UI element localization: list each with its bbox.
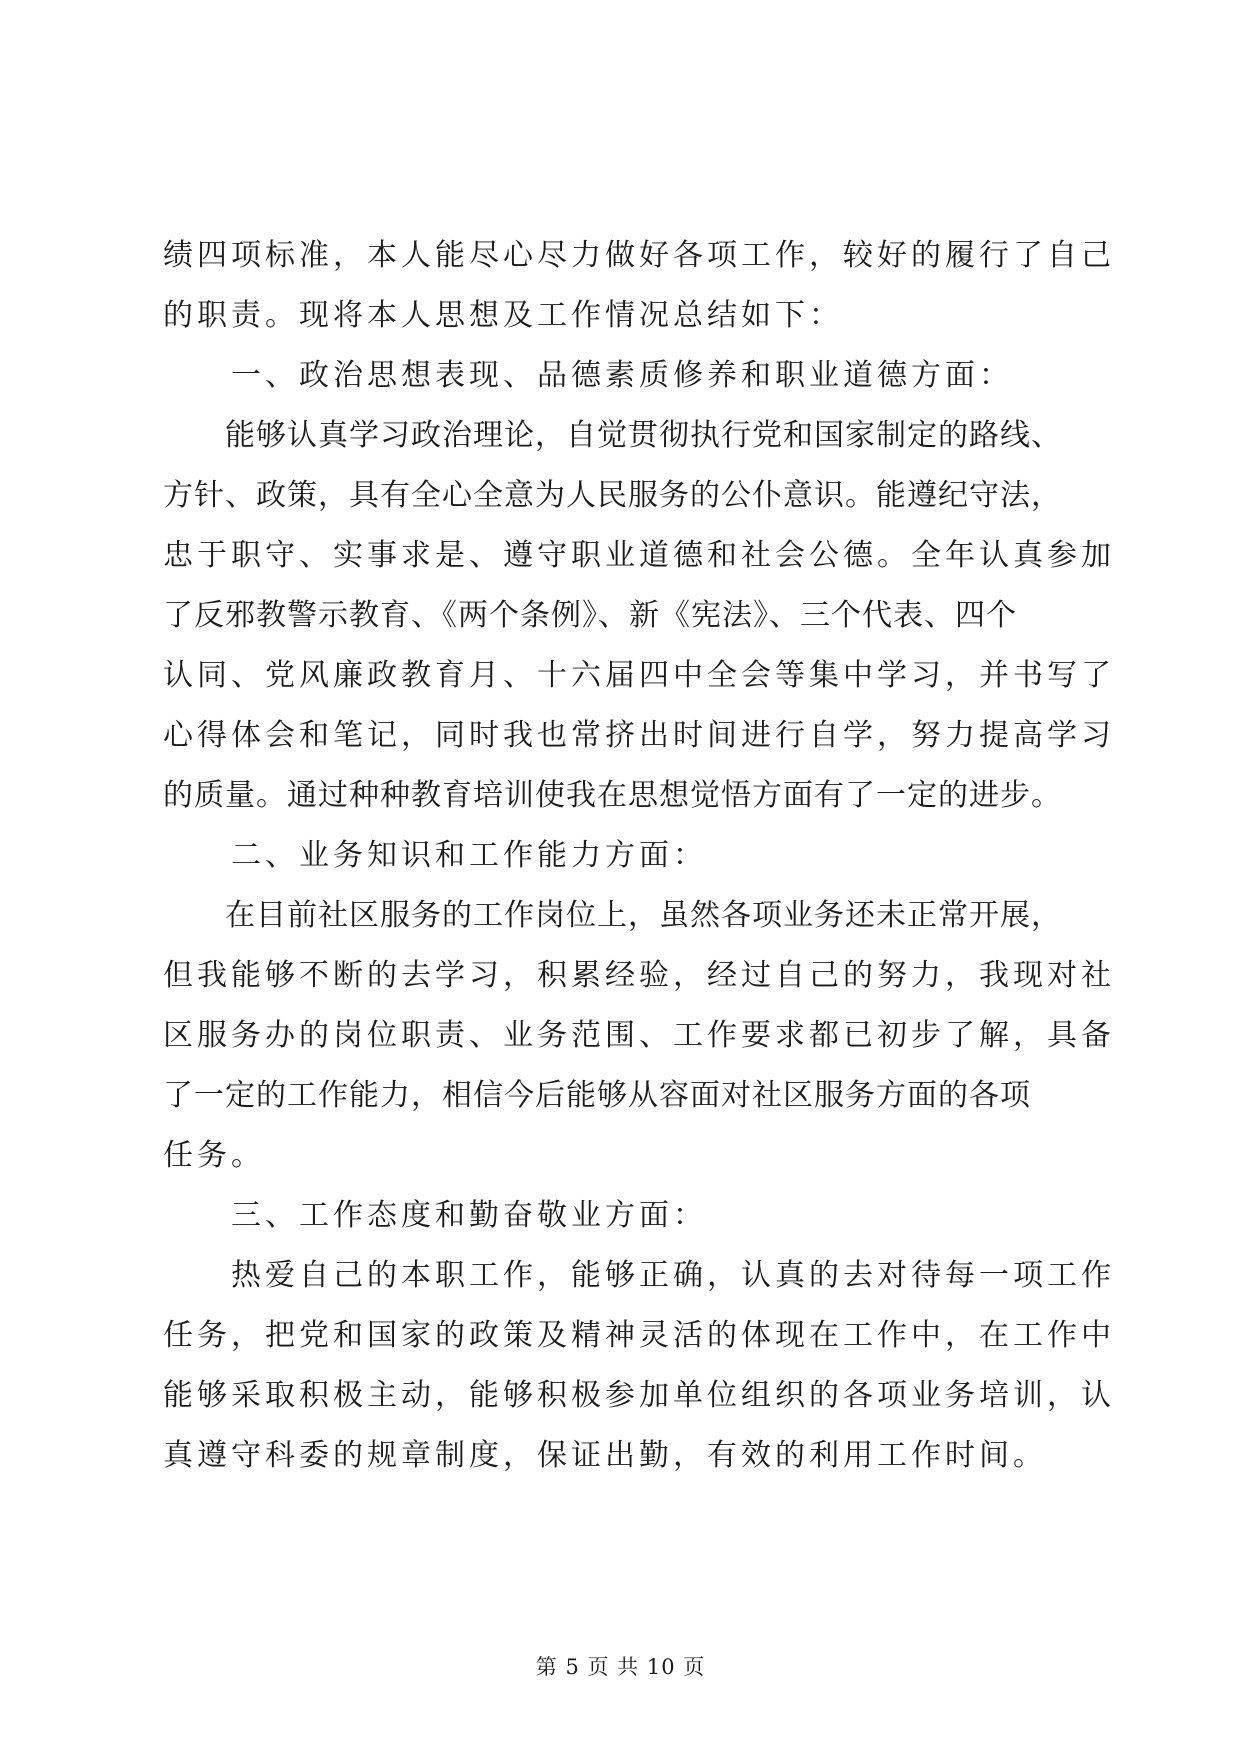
section-heading: 一、政治思想表现、品德素质修养和职业道德方面： bbox=[163, 358, 1013, 393]
text-line: 在目前社区服务的工作岗位上，虽然各项业务还未正常开展， bbox=[163, 898, 1062, 933]
text-line: 认同、党风廉政教育月、十六届四中全会等集中学习，并书写了 bbox=[163, 658, 1115, 693]
text-line: 的职责。现将本人思想及工作情况总结如下： bbox=[163, 298, 843, 333]
text-line: 了反邪教警示教育、《两个条例》、新《宪法》、三个代表、四个 bbox=[163, 598, 1017, 633]
text-line: 能够认真学习政治理论，自觉贯彻执行党和国家制定的路线、 bbox=[163, 418, 1062, 453]
text-line: 了一定的工作能力，相信今后能够从容面对社区服务方面的各项 bbox=[163, 1078, 1031, 1113]
text-line: 热爱自己的本职工作，能够正确，认真的去对待每一项工作 bbox=[163, 1258, 1115, 1293]
text-line: 方针、政策，具有全心全意为人民服务的公仆意识。能遵纪守法， bbox=[163, 478, 1062, 513]
text-line: 能够采取积极主动，能够积极参加单位组织的各项业务培训，认 bbox=[163, 1378, 1115, 1413]
text-line: 的质量。通过种种教育培训使我在思想觉悟方面有了一定的进步。 bbox=[163, 778, 1062, 813]
section-heading: 三、工作态度和勤奋敬业方面： bbox=[163, 1198, 707, 1233]
text-line: 真遵守科委的规章制度，保证出勤，有效的利用工作时间。 bbox=[163, 1438, 1047, 1473]
text-line: 心得体会和笔记，同时我也常挤出时间进行自学，努力提高学习 bbox=[163, 718, 1115, 753]
document-body bbox=[163, 226, 1115, 1486]
text-line: 任务。 bbox=[163, 1138, 265, 1173]
page-number-footer: 第 5 页 共 10 页 bbox=[535, 1655, 706, 1679]
text-line: 区服务办的岗位职责、业务范围、工作要求都已初步了解，具备 bbox=[163, 1018, 1115, 1053]
text-line: 绩四项标准，本人能尽心尽力做好各项工作，较好的履行了自己 bbox=[163, 238, 1115, 273]
text-line: 但我能够不断的去学习，积累经验，经过自己的努力，我现对社 bbox=[163, 958, 1115, 993]
text-line: 忠于职守、实事求是、遵守职业道德和社会公德。全年认真参加 bbox=[163, 538, 1115, 573]
text-line: 任务，把党和国家的政策及精神灵活的体现在工作中，在工作中 bbox=[163, 1318, 1115, 1353]
section-heading: 二、业务知识和工作能力方面： bbox=[163, 838, 707, 873]
